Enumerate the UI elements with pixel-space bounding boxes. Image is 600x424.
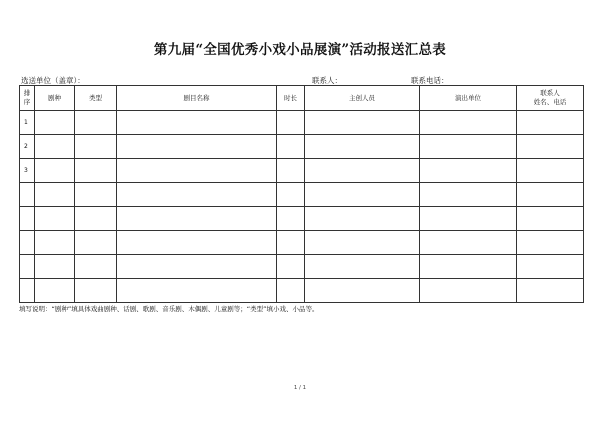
cell-program-name[interactable] — [117, 135, 277, 159]
cell-type[interactable] — [75, 135, 117, 159]
cell-genre[interactable] — [35, 279, 75, 303]
table-row — [20, 231, 584, 255]
header-index-line2: 序 — [23, 98, 31, 106]
table-row — [20, 279, 584, 303]
fill-instructions: 填写说明：“剧种”填具体戏曲剧种、话剧、歌剧、音乐剧、木偶剧、儿童剧等；“类型”填小戏、小品等。 — [19, 305, 319, 313]
cell-genre[interactable] — [35, 111, 75, 135]
page-number: 1 / 1 — [293, 385, 307, 391]
header-contact-line1: 联系人 — [540, 89, 560, 97]
header-contact-line2: 姓名、电话 — [533, 98, 567, 106]
header-duration: 时长 — [277, 86, 305, 111]
cell-genre[interactable] — [35, 255, 75, 279]
page-title: 第九届“全国优秀小戏小品展演”活动报送汇总表 — [153, 42, 447, 58]
cell-type[interactable] — [75, 231, 117, 255]
contact-person-label: 联系人： — [312, 76, 342, 85]
cell-type[interactable] — [75, 255, 117, 279]
cell-genre[interactable] — [35, 183, 75, 207]
cell-creators[interactable] — [305, 279, 420, 303]
cell-creators[interactable] — [305, 159, 420, 183]
cell-program-name[interactable] — [117, 183, 277, 207]
cell-duration[interactable] — [277, 255, 305, 279]
cell-genre[interactable] — [35, 231, 75, 255]
cell-program-name[interactable] — [117, 111, 277, 135]
submitting-unit-label: 选送单位（盖章）： — [21, 76, 85, 85]
cell-performing-unit[interactable] — [420, 279, 517, 303]
cell-program-name[interactable] — [117, 255, 277, 279]
header-performing-unit: 演出单位 — [420, 86, 517, 111]
cell-type[interactable] — [75, 183, 117, 207]
cell-contact[interactable] — [517, 183, 584, 207]
cell-type[interactable] — [75, 279, 117, 303]
row-index — [20, 207, 35, 231]
cell-performing-unit[interactable] — [420, 255, 517, 279]
cell-performing-unit[interactable] — [420, 111, 517, 135]
cell-performing-unit[interactable] — [420, 159, 517, 183]
cell-performing-unit[interactable] — [420, 135, 517, 159]
cell-creators[interactable] — [305, 135, 420, 159]
table-row — [20, 159, 584, 183]
cell-program-name[interactable] — [117, 207, 277, 231]
header-creators: 主创人员 — [305, 86, 420, 111]
cell-type[interactable] — [75, 159, 117, 183]
cell-program-name[interactable] — [117, 279, 277, 303]
header-program-name: 剧目名称 — [117, 86, 277, 111]
cell-performing-unit[interactable] — [420, 183, 517, 207]
row-index — [20, 231, 35, 255]
row-index: 1 — [20, 111, 35, 135]
row-index — [20, 255, 35, 279]
cell-duration[interactable] — [277, 207, 305, 231]
cell-duration[interactable] — [277, 279, 305, 303]
row-index — [20, 279, 35, 303]
table-row — [20, 183, 584, 207]
cell-contact[interactable] — [517, 135, 584, 159]
header-genre: 剧种 — [35, 86, 75, 111]
table-row — [20, 111, 584, 135]
table-header-row — [20, 86, 584, 111]
cell-type[interactable] — [75, 207, 117, 231]
row-index: 3 — [20, 159, 35, 183]
header-type: 类型 — [75, 86, 117, 111]
cell-creators[interactable] — [305, 111, 420, 135]
cell-creators[interactable] — [305, 231, 420, 255]
summary-table — [19, 85, 584, 303]
cell-creators[interactable] — [305, 207, 420, 231]
cell-duration[interactable] — [277, 231, 305, 255]
cell-duration[interactable] — [277, 159, 305, 183]
cell-genre[interactable] — [35, 159, 75, 183]
header-index-line1: 排 — [23, 89, 31, 97]
table-row — [20, 255, 584, 279]
cell-contact[interactable] — [517, 279, 584, 303]
row-index — [20, 183, 35, 207]
cell-contact[interactable] — [517, 111, 584, 135]
header-index — [20, 86, 35, 111]
cell-program-name[interactable] — [117, 159, 277, 183]
table-row — [20, 135, 584, 159]
cell-genre[interactable] — [35, 135, 75, 159]
cell-duration[interactable] — [277, 135, 305, 159]
cell-duration[interactable] — [277, 183, 305, 207]
contact-phone-label: 联系电话： — [411, 76, 449, 85]
cell-creators[interactable] — [305, 183, 420, 207]
cell-performing-unit[interactable] — [420, 207, 517, 231]
row-index: 2 — [20, 135, 35, 159]
cell-contact[interactable] — [517, 231, 584, 255]
cell-contact[interactable] — [517, 207, 584, 231]
cell-type[interactable] — [75, 111, 117, 135]
cell-program-name[interactable] — [117, 231, 277, 255]
cell-genre[interactable] — [35, 207, 75, 231]
cell-creators[interactable] — [305, 255, 420, 279]
cell-duration[interactable] — [277, 111, 305, 135]
header-contact — [517, 86, 584, 111]
cell-contact[interactable] — [517, 159, 584, 183]
table-row — [20, 207, 584, 231]
cell-performing-unit[interactable] — [420, 231, 517, 255]
cell-contact[interactable] — [517, 255, 584, 279]
